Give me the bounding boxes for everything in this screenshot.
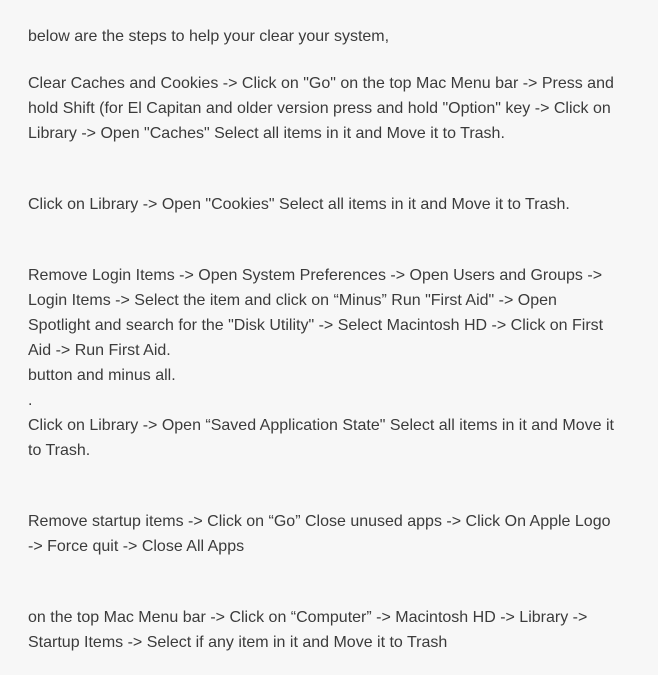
text-line: hold Shift (for El Capitan and older version press and hold "Option" key -> Click on xyxy=(28,100,611,117)
text-line: Login Items -> Select the item and click on “Minus” Run "First Aid" -> Open xyxy=(28,292,557,309)
text-line: -> Force quit -> Close All Apps xyxy=(28,538,245,555)
text-line: Library -> Open "Caches" Select all items in it and Move it to Trash. xyxy=(28,125,505,142)
paragraph-remove-startup-items xyxy=(28,509,638,559)
text-line: button and minus all. xyxy=(28,367,176,384)
text-line: Click on Library -> Open "Cookies" Select all items in it and Move it to Trash. xyxy=(28,196,570,213)
paragraph-clear-cookies xyxy=(28,192,638,217)
text-line: Click on Library -> Open “Saved Application State" Select all items in it and Move it xyxy=(28,417,614,434)
text-line: . xyxy=(28,392,33,409)
text-line: Remove startup items -> Click on “Go” Close unused apps -> Click On Apple Logo xyxy=(28,513,611,530)
text-line: on the top Mac Menu bar -> Click on “Computer” -> Macintosh HD -> Library -> xyxy=(28,609,588,626)
text-line: to Trash. xyxy=(28,442,91,459)
paragraph-intro xyxy=(28,24,638,49)
text-line: Aid -> Run First Aid. xyxy=(28,342,171,359)
paragraph-startup-items-path xyxy=(28,605,638,655)
paragraph-remove-login-items xyxy=(28,263,638,463)
text-line: below are the steps to help your clear your system, xyxy=(28,28,390,45)
paragraph-clear-caches xyxy=(28,71,638,146)
text-line: Spotlight and search for the "Disk Utility" -> Select Macintosh HD -> Click on First xyxy=(28,317,604,334)
text-line: Clear Caches and Cookies -> Click on "Go" on the top Mac Menu bar -> Press and xyxy=(28,75,614,92)
text-line: Remove Login Items -> Open System Preferences -> Open Users and Groups -> xyxy=(28,267,603,284)
text-line: Startup Items -> Select if any item in it and Move it to Trash xyxy=(28,634,448,651)
